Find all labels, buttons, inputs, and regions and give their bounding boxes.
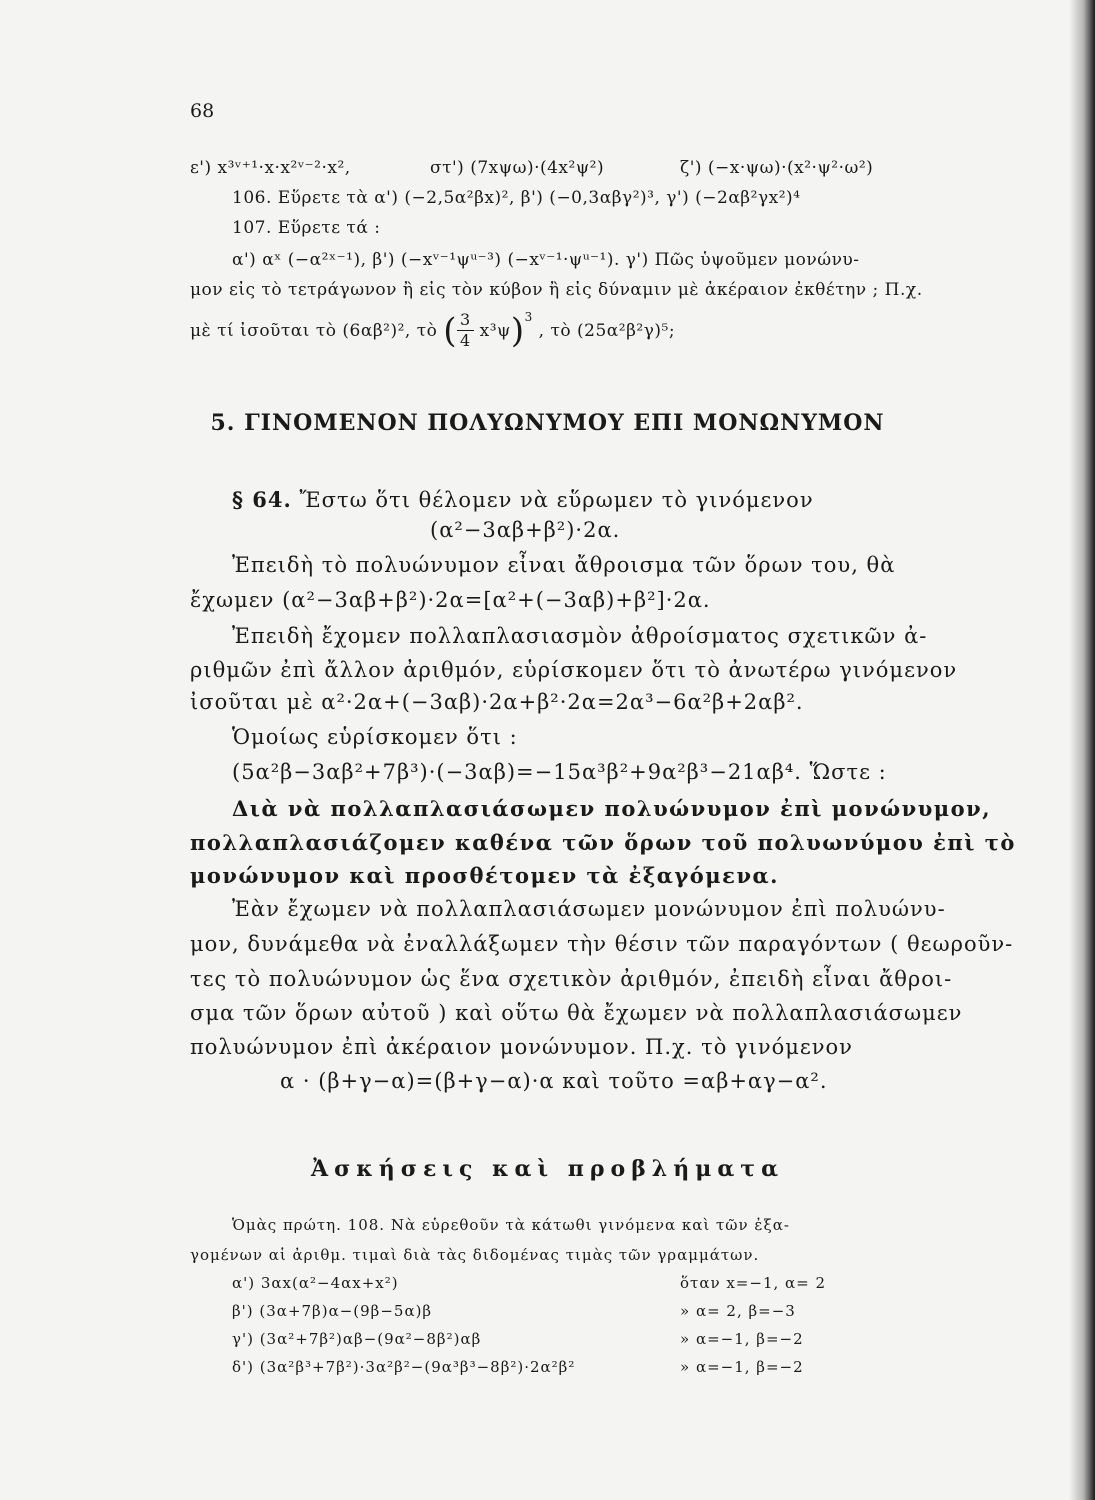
section-heading: 5. ΓΙΝΟΜΕΝΟΝ ΠΟΛΥΩΝΥΜΟΥ ΕΠΙ ΜΟΝΩΝΥΜΟΝ — [210, 410, 885, 436]
exercise-row-expr: α') 3αx(α²−4αx+x²) — [232, 1274, 399, 1292]
exercise-107: 107. Εὕρετε τά : — [232, 218, 381, 238]
body-line-l: πολυώνυμον ἐπὶ ἀκέραιον μονώνυμον. Π.χ. τὸ γινόμενον — [190, 1035, 853, 1059]
exercise-intro-1: Ὁμὰς πρώτη. 108. Νὰ εὑρεθοῦν τὰ κάτωθι γινόμενα καὶ τῶν ἐξα- — [232, 1216, 790, 1234]
body-line-c: Ἐπειδὴ ἔχομεν πολλαπλασιασμὸν ἀθροίσματος σχετικῶν ἀ- — [232, 624, 928, 648]
exercise-107-line4 — [190, 310, 675, 360]
exercise-107-line2: α') αˣ (−α²ˣ⁻¹), β') (−xᵛ⁻¹ψᵘ⁻³) (−xᵛ⁻¹·ψᵘ⁻¹). γ') Πῶς ὑψοῦμεν μονώνυ- — [232, 250, 860, 270]
exercise-107-line3: μον εἰς τὸ τετράγωνον ἢ εἰς τὸν κύβον ἢ εἰς δύναμιν μὲ ἀκέραιον ἐκθέτην ; Π.χ. — [190, 280, 923, 300]
fraction-denominator: 4 — [460, 331, 471, 350]
paren-open: ( — [443, 310, 458, 351]
body-line-b: ἔχωμεν (α²−3αβ+β²)·2α=[α²+(−3αβ)+β²]·2α. — [190, 588, 711, 612]
formula-1: (α²−3αβ+β²)·2α. — [430, 518, 621, 542]
exercise-row-cond: » α=−1, β=−2 — [680, 1358, 804, 1376]
paragraph-64-text: Ἔστω ὅτι θέλομεν νὰ εὕρωμεν τὸ γινόμενον — [291, 488, 814, 512]
body-line-m: α · (β+γ−α)=(β+γ−α)·α καὶ τοῦτο =αβ+αγ−α². — [280, 1069, 828, 1093]
fraction-term: x³ψ — [479, 320, 511, 341]
exercises-title: Ἀσκήσεις καὶ προβλήματα — [311, 1156, 784, 1182]
body-line-i: μον, δυνάμεθα νὰ ἐναλλάξωμεν τὴν θέσιν τῶν παραγόντων ( θεωροῦν- — [190, 932, 1014, 956]
exercise-row-cond: » α= 2, β=−3 — [680, 1302, 796, 1320]
paragraph-64-label: § 64. — [232, 487, 292, 512]
body-line-k: σμα τῶν ὅρων αὐτοῦ ) καὶ οὕτω θὰ ἔχωμεν νὰ πολλαπλασιάσωμεν — [190, 1001, 963, 1025]
paragraph-64 — [232, 487, 814, 512]
exercise-106: 106. Εὕρετε τὰ α') (−2,5α²βx)², β') (−0,3αβγ²)³, γ') (−2αβ²γx²)⁴ — [232, 188, 801, 208]
exercise-row-expr: β') (3α+7β)α−(9β−5α)β — [232, 1302, 433, 1320]
body-line-f: Ὁμοίως εὑρίσκομεν ὅτι : — [232, 725, 518, 749]
exercise-row-cond: ὅταν x=−1, α= 2 — [680, 1274, 827, 1292]
exercise-e: ε') x³ᵛ⁺¹·x·x²ᵛ⁻²·x², — [190, 158, 351, 178]
exercise-intro-2: γομένων αἱ ἀριθμ. τιμαὶ διὰ τὰς διδομένας τιμὰς τῶν γραμμάτων. — [190, 1246, 760, 1264]
page-edge-shadow — [1069, 0, 1095, 1500]
rule-line-2: πολλαπλασιάζομεν καθένα τῶν ὅρων τοῦ πολυωνύμου ἐπὶ τὸ — [190, 830, 1016, 855]
rule-line-1: Διὰ νὰ πολλαπλασιάσωμεν πολυώνυμον ἐπὶ μονώνυμον, — [232, 796, 992, 821]
body-line-a: Ἐπειδὴ τὸ πολυώνυμον εἶναι ἄθροισμα τῶν ὅρων του, θὰ — [232, 553, 896, 577]
fraction — [457, 310, 474, 351]
exercise-row-cond: » α=−1, β=−2 — [680, 1330, 804, 1348]
body-line-g: (5α²β−3αβ²+7β³)·(−3αβ)=−15α³β²+9α²β³−21αβ⁴. Ὥστε : — [232, 760, 887, 784]
body-line-j: τες τὸ πολυώνυμον ὡς ἕνα σχετικὸν ἀριθμόν, ἐπειδὴ εἶναι ἄθροι- — [190, 967, 953, 991]
body-line-d: ριθμῶν ἐπὶ ἄλλον ἀριθμόν, εὑρίσκομεν ὅτι τὸ ἀνωτέρω γινόμενον — [190, 658, 958, 682]
paren-close: ) — [510, 310, 525, 351]
exercise-st: στ') (7xψω)·(4x²ψ²) — [430, 158, 605, 178]
page-number: 68 — [190, 100, 215, 122]
body-line-e: ἰσοῦται μὲ α²·2α+(−3αβ)·2α+β²·2α=2α³−6α²β+2αβ². — [190, 690, 804, 714]
body-line-h: Ἐὰν ἔχωμεν νὰ πολλαπλασιάσωμεν μονώνυμον ἐπὶ πολυώνυ- — [232, 897, 946, 921]
exercise-107-line4-a: μὲ τί ἰσοῦται τὸ (6αβ²)², τὸ — [190, 320, 438, 341]
rule-line-3: μονώνυμον καὶ προσθέτομεν τὰ ἐξαγόμενα. — [190, 863, 779, 888]
cube-exponent: 3 — [524, 310, 533, 324]
exercise-107-line4-b: , τὸ (25α²β²γ)⁵; — [538, 320, 676, 341]
exercise-row-expr: δ') (3α²β³+7β²)·3α²β²−(9α³β³−8β²)·2α²β² — [232, 1358, 576, 1376]
exercise-row-expr: γ') (3α²+7β²)αβ−(9α²−8β²)αβ — [232, 1330, 482, 1348]
fraction-numerator: 3 — [457, 310, 474, 331]
exercise-z: ζ') (−x·ψω)·(x²·ψ²·ω²) — [680, 158, 874, 178]
